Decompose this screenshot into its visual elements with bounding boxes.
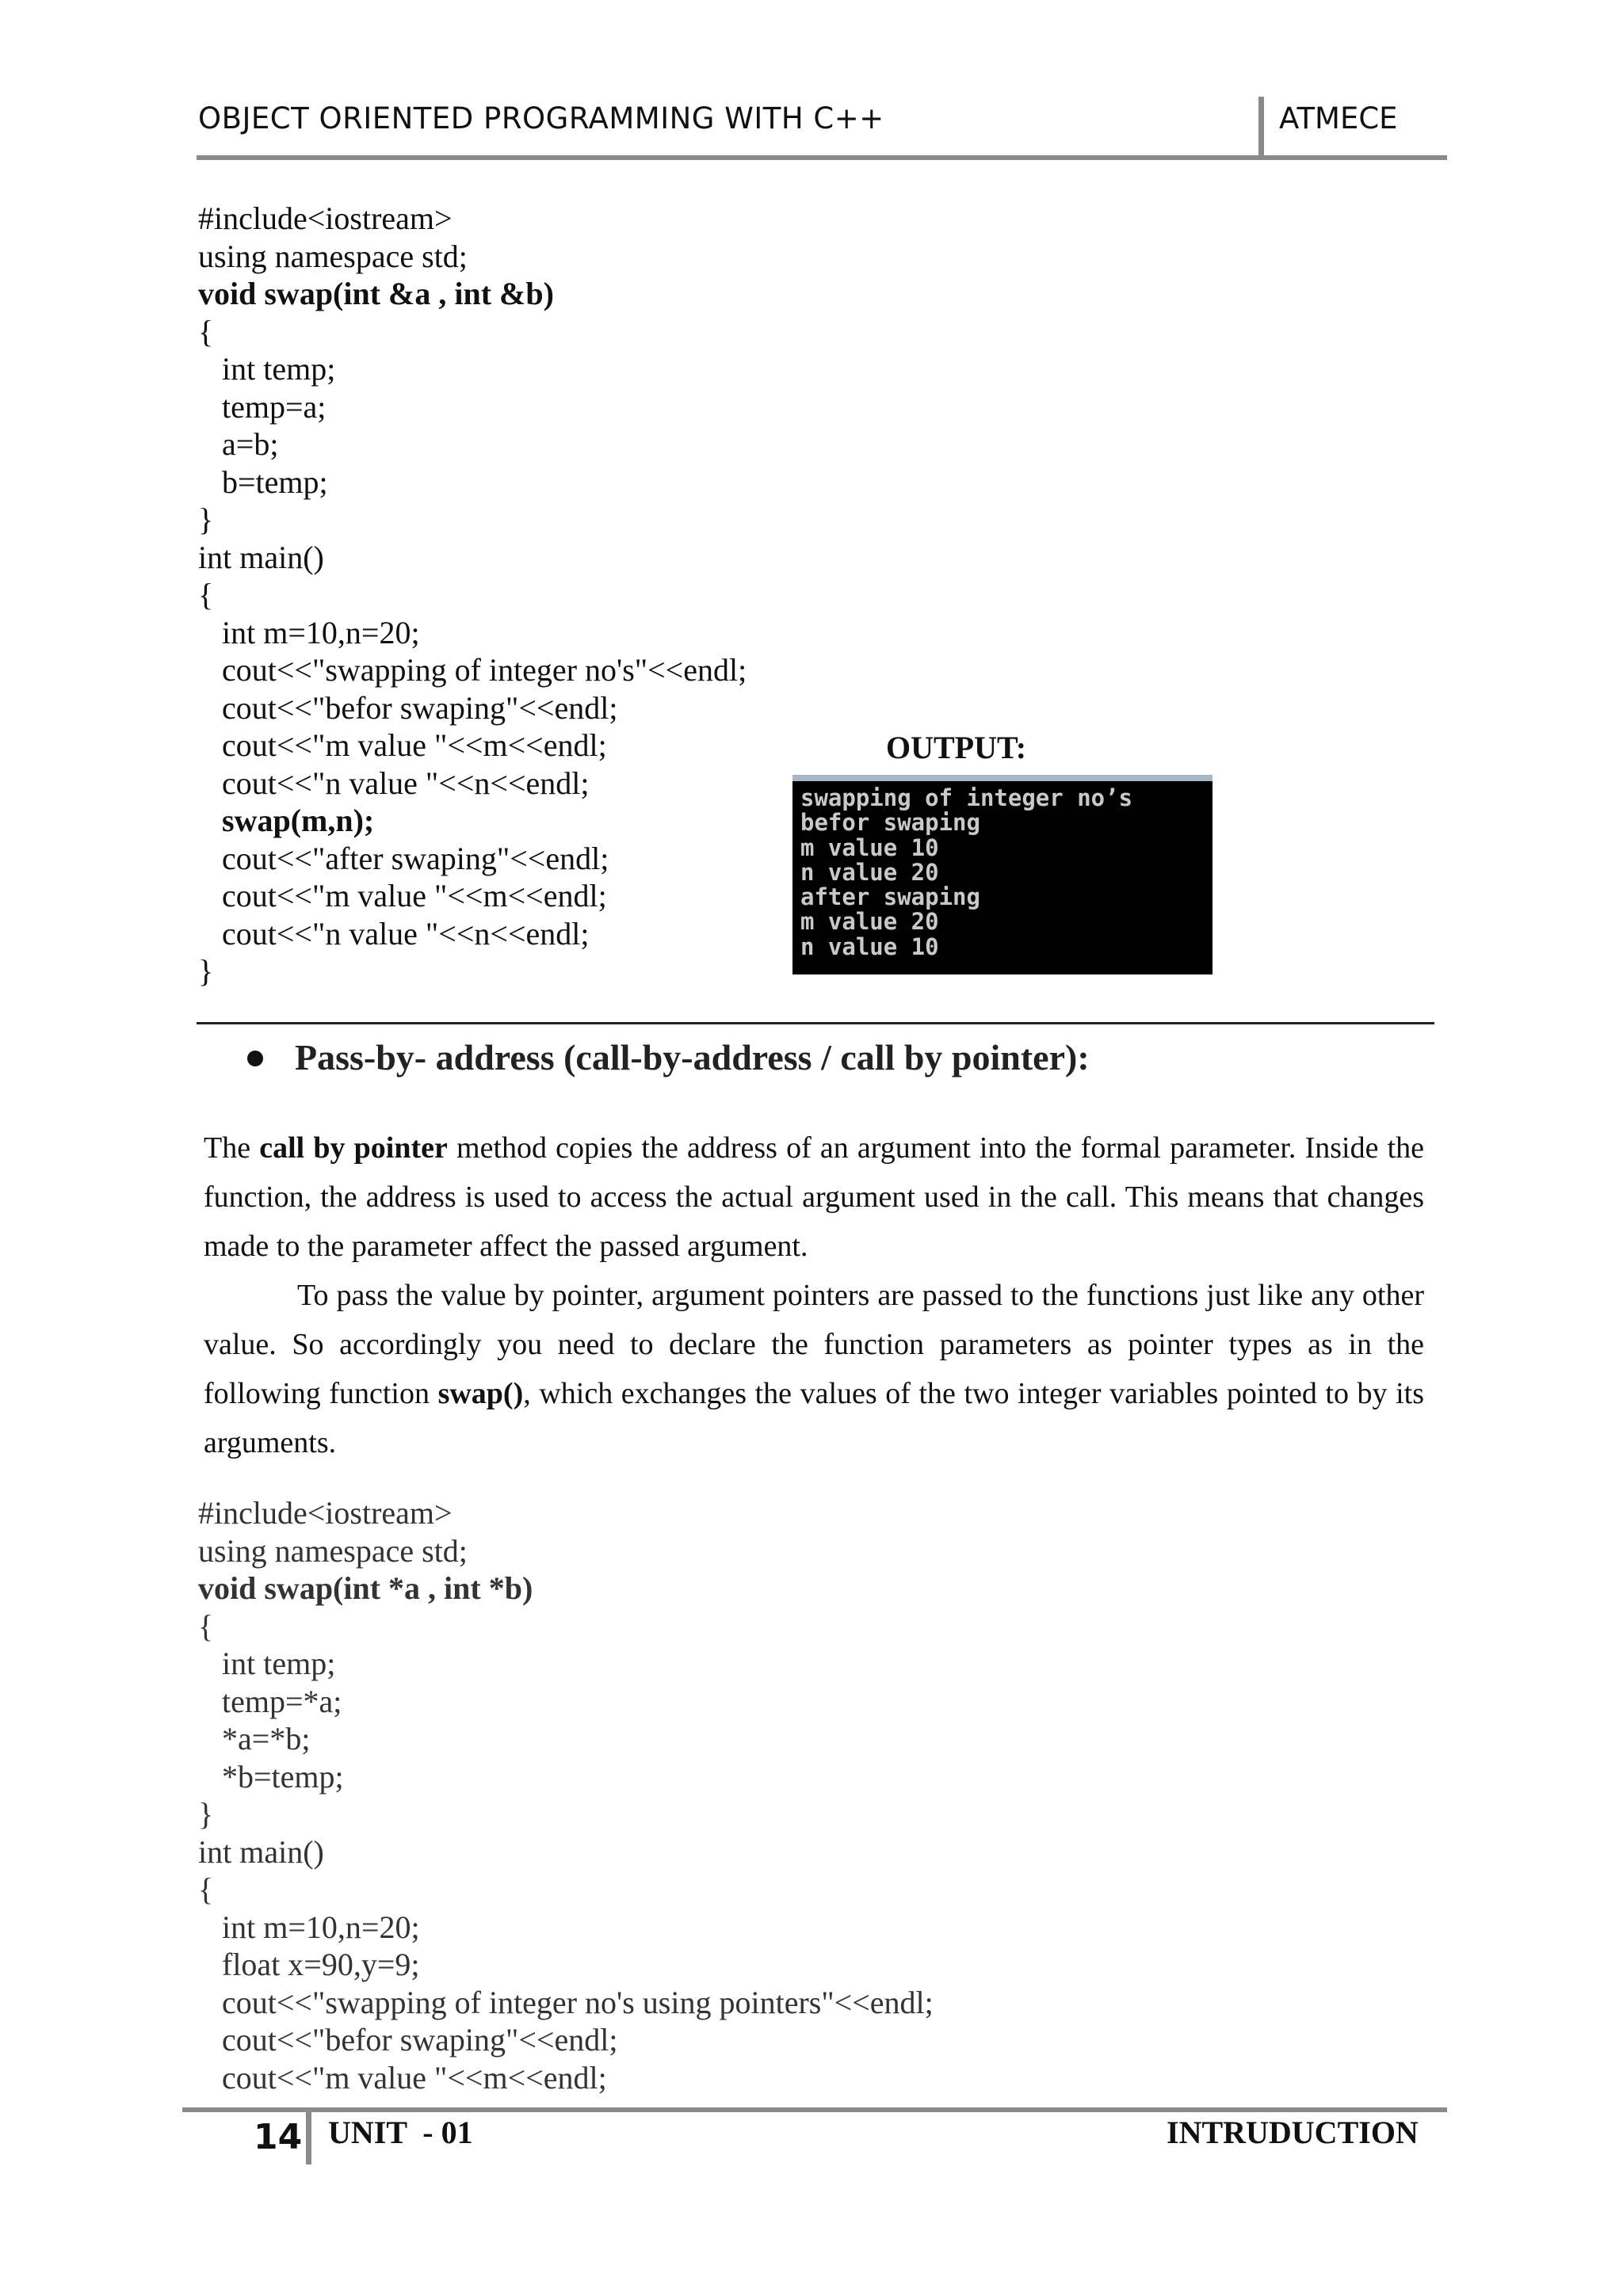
code-line: int temp; [198, 351, 336, 387]
code-line: temp=*a; [198, 1683, 342, 1719]
para1-bold: call by pointer [259, 1131, 448, 1165]
console-line: n value 10 [800, 933, 939, 960]
console-line: m value 20 [800, 908, 939, 936]
code-line: { [198, 313, 214, 349]
code-line: int main() [198, 539, 324, 575]
code-line: int m=10,n=20; [198, 1909, 420, 1945]
code-listing-reference [198, 200, 747, 990]
code-line: cout<<"m value "<<m<<endl; [198, 878, 607, 913]
code-line: int main() [198, 1833, 324, 1870]
code-line: void swap(int *a , int *b) [198, 1570, 533, 1606]
code-line: cout<<"n value "<<n<<endl; [198, 915, 590, 952]
code-line: } [198, 1796, 214, 1832]
para2-pre: To pass the value by pointer, argument pointers are passed to the functions just like any other value. So accordingly you need to declare the function parameters as pointer types as in the following function [204, 1279, 1424, 1410]
code-line: void swap(int &a , int &b) [198, 276, 554, 311]
code-listing-pointer [198, 1494, 934, 2096]
code-line: b=temp; [198, 463, 328, 500]
bullet-icon [247, 1051, 263, 1066]
footer-rule [182, 2107, 1447, 2112]
code-line: cout<<"m value "<<m<<endl; [198, 2059, 607, 2096]
body-text [204, 1123, 1424, 1467]
code-line: temp=a; [198, 388, 327, 425]
page-number: 14 [254, 2117, 303, 2157]
para2-bold: swap() [437, 1377, 524, 1410]
code-line: } [198, 953, 214, 989]
code-line: cout<<"m value "<<m<<endl; [198, 727, 607, 763]
section-heading: Pass-by- address (call-by-address / call by pointer): [295, 1037, 1090, 1077]
header-org: ATMECE [1279, 101, 1398, 135]
output-label: OUTPUT: [886, 730, 1027, 765]
code-line: float x=90,y=9; [198, 1947, 420, 1982]
header-separator [1258, 97, 1264, 158]
para1-pre: The [204, 1131, 260, 1165]
code-line: } [198, 502, 214, 537]
code-line: cout<<"after swaping"<<endl; [198, 840, 609, 876]
console-output [792, 775, 1212, 974]
code-line: int temp; [198, 1646, 336, 1681]
paragraph-call-by-pointer [204, 1123, 1424, 1271]
code-line: *b=temp; [198, 1758, 344, 1794]
paragraph-pass-by-pointer [204, 1271, 1424, 1467]
footer-chapter: INTRUDUCTION [1167, 2115, 1419, 2150]
code-line: cout<<"swapping of integer no's using pointers"<<endl; [198, 1984, 934, 2020]
para2-post: , which exchanges the values of the two integer variables pointed to by its arguments. [204, 1377, 1424, 1459]
code-line: { [198, 577, 214, 612]
code-line: cout<<"n value "<<n<<endl; [198, 765, 590, 801]
code-line: swap(m,n); [198, 803, 375, 838]
para1-post: method copies the address of an argument into the formal parameter. Inside the function, the address is used to access the actual argument used in the call. This means that changes made to the parameter affect the passed argument. [204, 1131, 1425, 1263]
code-line: cout<<"befor swaping"<<endl; [198, 2022, 618, 2058]
section-divider [197, 1022, 1434, 1024]
code-line: int m=10,n=20; [198, 614, 420, 650]
footer-unit: UNIT - 01 [328, 2115, 473, 2150]
console-line: m value 10 [800, 833, 939, 861]
console-line: swapping of integer no’s [800, 784, 1133, 811]
header-title: OBJECT ORIENTED PROGRAMMING WITH C++ [198, 101, 884, 135]
code-line: using namespace std; [198, 1532, 468, 1569]
footer-separator [306, 2112, 311, 2164]
code-line: { [198, 1871, 214, 1907]
code-line: { [198, 1608, 214, 1644]
code-line: cout<<"swapping of integer no's"<<endl; [198, 652, 747, 688]
console-line: befor swaping [800, 809, 980, 837]
code-line: a=b; [198, 426, 279, 462]
code-line: using namespace std; [198, 238, 468, 274]
code-line: #include<iostream> [198, 1495, 453, 1531]
code-line: cout<<"befor swaping"<<endl; [198, 689, 618, 726]
header-rule [197, 155, 1447, 160]
code-line: *a=*b; [198, 1721, 311, 1756]
console-line: after swaping [800, 883, 980, 911]
code-line: #include<iostream> [198, 200, 453, 236]
console-line: n value 20 [800, 858, 939, 886]
